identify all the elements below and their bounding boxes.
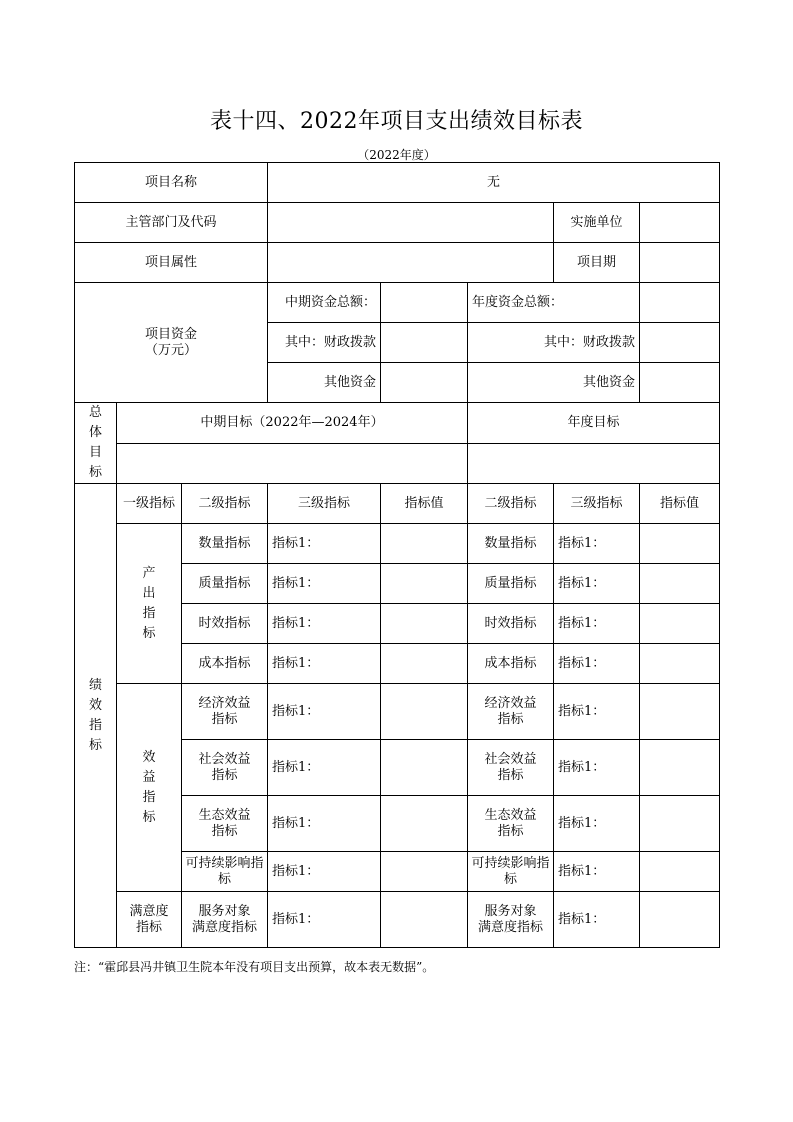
annual-total-label: 年度资金总额：: [468, 283, 640, 323]
value-header: 指标值: [381, 484, 468, 524]
annual-indicator-cell: 指标1：: [554, 684, 640, 740]
level2-cell: 质量指标: [182, 564, 268, 604]
project-name-value: 无: [268, 163, 720, 203]
annual-indicator-value: [640, 684, 720, 740]
annual-level2-cell: 可持续影响指 标: [468, 852, 554, 892]
mid-fiscal-label: 其中：财政拨款: [268, 323, 381, 363]
output-label-cell: [117, 524, 182, 684]
level2-cell: 社会效益 指标: [182, 740, 268, 796]
annual-indicator-value: [640, 852, 720, 892]
indicator-value: [381, 604, 468, 644]
annual-other-value: [640, 363, 720, 403]
annual-indicator-cell: 指标1：: [554, 644, 640, 684]
annual-level2-cell: 成本指标: [468, 644, 554, 684]
indicator-cell: 指标1：: [268, 852, 381, 892]
annual-indicator-value: [640, 564, 720, 604]
annual-indicator-cell: 指标1：: [554, 740, 640, 796]
footnote: 注：“霍邱县冯井镇卫生院本年没有项目支出预算，故本表无数据”。: [74, 960, 435, 974]
mid-total-label: 中期资金总额：: [268, 283, 381, 323]
annual-level2-cell: 数量指标: [468, 524, 554, 564]
overall-goal-label-cell: [75, 403, 117, 484]
annual-level2-cell: 生态效益 指标: [468, 796, 554, 852]
annual-indicator-cell: 指标1：: [554, 604, 640, 644]
annual-indicator-cell: 指标1：: [554, 796, 640, 852]
mid-fiscal-value: [381, 323, 468, 363]
mid-goal-value: [117, 443, 468, 484]
indicator-cell: 指标1：: [268, 796, 381, 852]
level2-cell: 生态效益 指标: [182, 796, 268, 852]
indicator-cell: 指标1：: [268, 644, 381, 684]
level2-header: 二级指标: [182, 484, 268, 524]
indicator-value: [381, 852, 468, 892]
level3-header: 三级指标: [268, 484, 381, 524]
annual-indicator-cell: 指标1：: [554, 892, 640, 948]
funds-unit: （万元）: [144, 342, 197, 358]
dept-value: [268, 203, 554, 243]
indicator-value: [381, 740, 468, 796]
perf-label: 绩效指标: [88, 677, 102, 753]
annual-total-value: [640, 283, 720, 323]
indicator-cell: 指标1：: [268, 564, 381, 604]
benefit-label-cell: [117, 684, 182, 892]
project-name-label: 项目名称: [75, 163, 268, 203]
annual-indicator-cell: 指标1：: [554, 564, 640, 604]
mid-total-value: [381, 283, 468, 323]
indicator-cell: 指标1：: [268, 892, 381, 948]
page-subtitle: （2022年度）: [357, 148, 436, 162]
annual-indicator-cell: 指标1：: [554, 852, 640, 892]
project-attr-label: 项目属性: [75, 243, 268, 283]
annual-level3-header: 三级指标: [554, 484, 640, 524]
level2-cell: 数量指标: [182, 524, 268, 564]
indicator-cell: 指标1：: [268, 684, 381, 740]
indicator-value: [381, 796, 468, 852]
page-title: 表十四、2022年项目支出绩效目标表: [210, 109, 583, 134]
level2-cell: 成本指标: [182, 644, 268, 684]
annual-fiscal-value: [640, 323, 720, 363]
mid-other-label: 其他资金: [268, 363, 381, 403]
annual-level2-cell: 时效指标: [468, 604, 554, 644]
annual-level2-cell: 社会效益 指标: [468, 740, 554, 796]
funds-label-cell: [75, 283, 268, 403]
indicator-cell: 指标1：: [268, 604, 381, 644]
benefit-label: 效益指标: [142, 749, 156, 825]
level1-header: 一级指标: [117, 484, 182, 524]
funds-label: 项目资金: [144, 326, 197, 342]
project-attr-value: [268, 243, 554, 283]
annual-indicator-value: [640, 524, 720, 564]
level2-cell: 时效指标: [182, 604, 268, 644]
impl-unit-label: 实施单位: [554, 203, 640, 243]
mid-other-value: [381, 363, 468, 403]
annual-indicator-value: [640, 740, 720, 796]
indicator-value: [381, 644, 468, 684]
annual-goal-label: 年度目标: [468, 403, 720, 444]
satisfaction-label-line2: 指标: [135, 919, 162, 935]
project-period-label: 项目期: [554, 243, 640, 283]
annual-indicator-value: [640, 796, 720, 852]
indicator-value: [381, 684, 468, 740]
level2-cell: 经济效益 指标: [182, 684, 268, 740]
indicator-value: [381, 892, 468, 948]
annual-indicator-value: [640, 644, 720, 684]
annual-goal-value: [468, 443, 720, 484]
perf-label-cell: [75, 484, 117, 948]
indicator-cell: 指标1：: [268, 524, 381, 564]
annual-level2-header: 二级指标: [468, 484, 554, 524]
impl-unit-value: [640, 203, 720, 243]
indicator-cell: 指标1：: [268, 740, 381, 796]
annual-other-label: 其他资金: [468, 363, 640, 403]
satisfaction-label-line1: 满意度: [129, 903, 169, 919]
annual-level2-cell: 服务对象 满意度指标: [468, 892, 554, 948]
satisfaction-label-cell: [117, 892, 182, 948]
annual-value-header: 指标值: [640, 484, 720, 524]
output-label: 产出指标: [142, 565, 156, 641]
dept-label: 主管部门及代码: [75, 203, 268, 243]
level2-cell: 可持续影响指 标: [182, 852, 268, 892]
mid-goal-label: 中期目标（2022年—2024年）: [117, 403, 468, 444]
indicator-value: [381, 524, 468, 564]
level2-cell: 服务对象 满意度指标: [182, 892, 268, 948]
overall-goal-label: 总体目标: [88, 405, 102, 480]
annual-fiscal-label: 其中：财政拨款: [468, 323, 640, 363]
annual-indicator-value: [640, 604, 720, 644]
performance-table: [74, 162, 720, 948]
annual-level2-cell: 经济效益 指标: [468, 684, 554, 740]
annual-level2-cell: 质量指标: [468, 564, 554, 604]
project-period-value: [640, 243, 720, 283]
annual-indicator-value: [640, 892, 720, 948]
indicator-value: [381, 564, 468, 604]
annual-indicator-cell: 指标1：: [554, 524, 640, 564]
